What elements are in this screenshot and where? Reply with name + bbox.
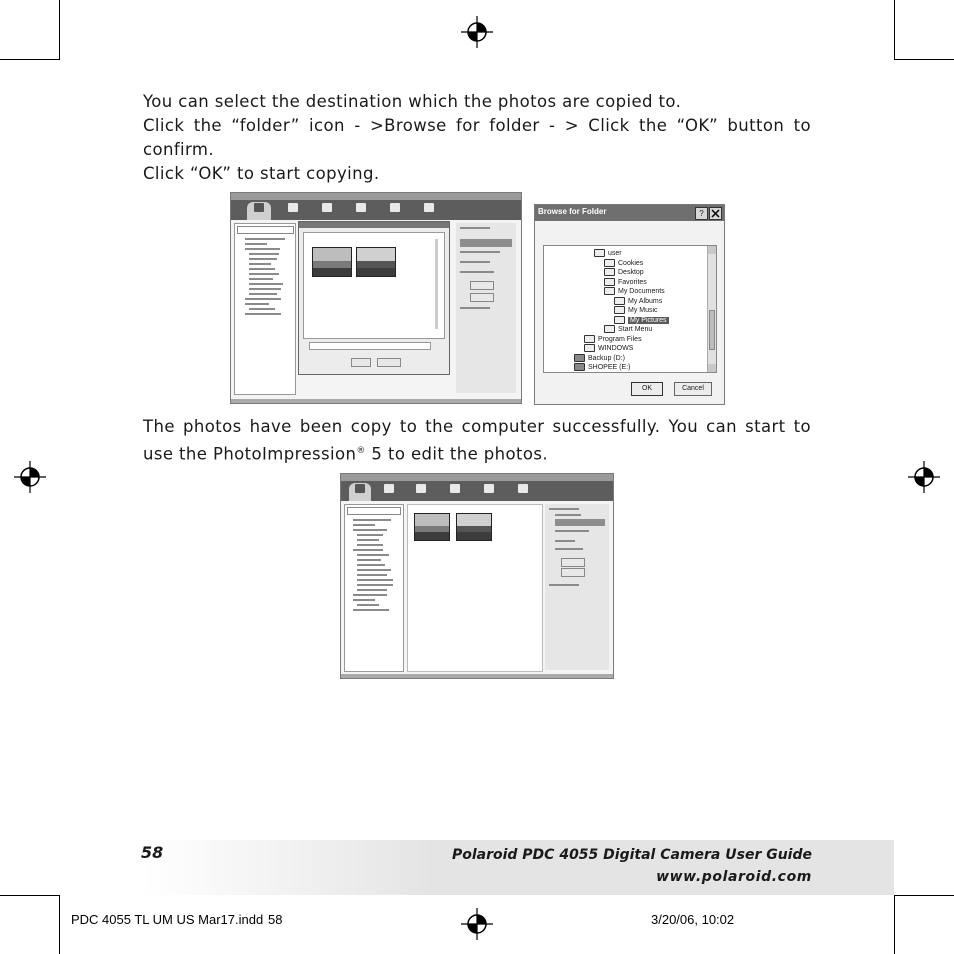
folder-icon xyxy=(614,306,625,314)
crop-mark-bottom-left-h xyxy=(0,895,60,896)
instruction-line-3: Click “OK” to start copying. xyxy=(143,164,380,183)
tree-item-label: Backup (D:) xyxy=(588,354,625,362)
success-text-end: 5 to edit the photos. xyxy=(365,444,549,464)
main-window-titlebar xyxy=(341,474,613,481)
browse-dialog-title: Browse for Folder xyxy=(538,207,607,216)
folder-icon xyxy=(594,249,605,257)
tree-item-label: My Albums xyxy=(628,297,663,305)
tree-item[interactable] xyxy=(604,268,644,277)
page-number: 58 xyxy=(141,843,164,862)
main-folder-tree-panel xyxy=(344,504,404,672)
tree-item-label: Desktop xyxy=(618,269,644,276)
tree-item-label: Favorites xyxy=(618,278,647,286)
tree-item[interactable] xyxy=(614,316,669,325)
folder-icon xyxy=(614,297,625,305)
tree-item[interactable] xyxy=(594,249,622,258)
ok-button[interactable]: OK xyxy=(631,382,663,396)
folder-icon xyxy=(614,316,625,324)
photoimpression-main-screenshot xyxy=(340,473,614,679)
slug-date: 3/20/06, 10:02 xyxy=(651,912,735,927)
select-photos-dialog xyxy=(298,221,450,375)
tree-item[interactable] xyxy=(604,287,665,296)
crop-mark-top-left-v xyxy=(59,0,60,60)
folder-icon xyxy=(604,278,615,286)
tree-item[interactable] xyxy=(584,335,642,344)
tree-item-label: Start Menu xyxy=(618,326,653,333)
folder-icon xyxy=(604,268,615,276)
copy-photos-screenshot xyxy=(230,192,522,404)
tree-scrollbar[interactable] xyxy=(707,246,716,372)
instruction-line-2: Click the “folder” icon - >Browse for folder - > Click the “OK” button to confirm. xyxy=(143,116,811,159)
slug-file-name: PDC 4055 TL UM US Mar17.indd xyxy=(71,912,264,927)
tree-item[interactable] xyxy=(614,297,662,306)
slug-page: 58 xyxy=(268,912,283,927)
registration-mark-bottom-icon xyxy=(461,908,493,940)
crop-mark-top-left-h xyxy=(0,59,60,60)
tree-item[interactable] xyxy=(574,363,630,372)
website: www.polaroid.com xyxy=(656,869,812,885)
registration-mark-right-icon xyxy=(908,461,940,493)
tree-item[interactable] xyxy=(584,344,633,353)
tree-item-label: Cookies xyxy=(618,259,644,267)
folder-icon xyxy=(604,287,615,295)
help-button[interactable]: ? xyxy=(695,207,708,220)
close-button[interactable] xyxy=(709,207,722,220)
tree-item-label: SHOPEE (E:) xyxy=(588,364,631,371)
tree-item-label: WINDOWS xyxy=(598,345,634,352)
browse-for-folder-dialog xyxy=(534,204,725,405)
crop-mark-top-right-h xyxy=(894,59,954,60)
folder-icon xyxy=(604,325,615,333)
tree-item-label: My Pictures xyxy=(630,316,667,324)
instruction-line-1: You can select the destination which the photos are copied to. xyxy=(143,92,682,111)
crop-mark-bottom-right-v xyxy=(894,895,895,954)
folder-icon xyxy=(584,344,595,352)
folder-tree[interactable] xyxy=(543,245,717,373)
browse-dialog-titlebar xyxy=(535,205,724,221)
close-icon xyxy=(710,208,721,219)
folder-tree-panel xyxy=(234,223,296,395)
registration-mark-left-icon xyxy=(14,461,46,493)
cancel-button[interactable]: Cancel xyxy=(674,382,712,396)
crop-mark-bottom-left-v xyxy=(59,895,60,954)
window-toolbar xyxy=(231,200,521,220)
guide-title: Polaroid PDC 4055 Digital Camera User Guide xyxy=(451,847,812,863)
right-tasks-panel xyxy=(456,223,516,393)
crop-mark-top-right-v xyxy=(894,0,895,60)
success-text: The photos have been copy to the computer successfully. You can start to use the PhotoImpression xyxy=(143,417,811,464)
tree-item-label: user xyxy=(608,250,622,257)
folder-icon xyxy=(584,335,595,343)
tree-item-label: Program Files xyxy=(598,335,642,343)
drive-icon xyxy=(574,363,585,371)
folder-icon xyxy=(604,259,615,267)
registration-mark-top-icon xyxy=(461,16,493,48)
photo-grid xyxy=(407,504,543,672)
registered-mark: ® xyxy=(356,446,366,456)
tree-item[interactable] xyxy=(614,306,658,315)
main-right-tasks-panel xyxy=(545,504,609,670)
tree-item[interactable] xyxy=(604,325,652,334)
tree-item[interactable] xyxy=(574,354,625,363)
main-window-toolbar xyxy=(341,481,613,501)
window-titlebar xyxy=(231,193,521,200)
tree-item[interactable] xyxy=(604,259,643,268)
drive-icon xyxy=(574,354,585,362)
tree-item[interactable] xyxy=(604,278,647,287)
crop-mark-bottom-right-h xyxy=(894,895,954,896)
success-paragraph xyxy=(143,415,811,467)
instructions-paragraph xyxy=(143,90,811,186)
tree-item-label: My Music xyxy=(628,307,658,314)
tree-item-label: My Documents xyxy=(618,288,665,295)
